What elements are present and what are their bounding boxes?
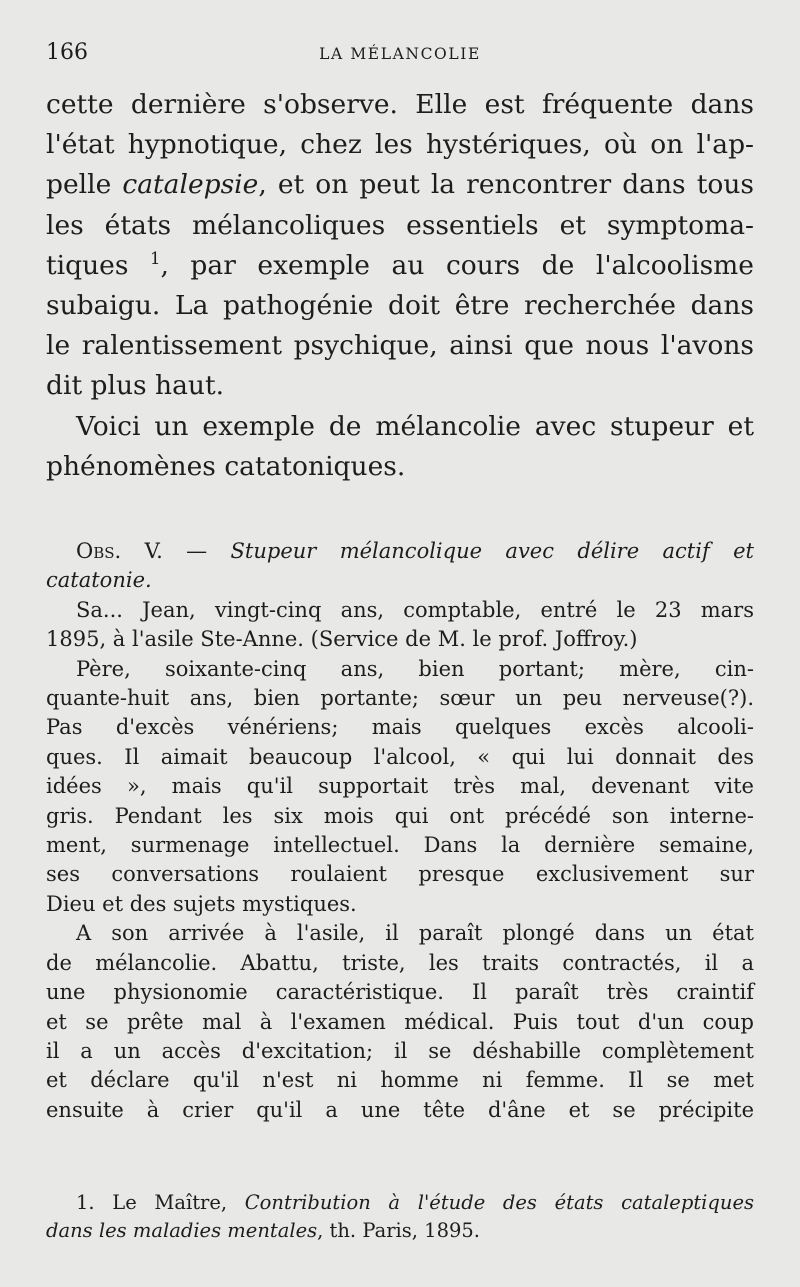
text-line: le ralentissement psychique, ainsi que nous l'avons <box>46 330 754 362</box>
observation-paragraph-1 <box>46 596 754 655</box>
text-line: 1895, à l'asile Ste-Anne. (Service de M. le prof. Joffroy.) <box>46 627 638 652</box>
text-line: Pas d'excès vénériens; mais quelques excès alcooli- <box>46 715 754 740</box>
page-header <box>46 40 754 80</box>
text-line: Voici un exemple de mélancolie avec stupeur et <box>76 410 754 442</box>
text-line: Sa... Jean, vingt-cinq ans, comptable, entré le 23 mars <box>76 597 754 622</box>
text-line: idées », mais qu'il supportait très mal, devenant vite <box>46 774 754 799</box>
text-line: et se prête mal à l'examen médical. Puis tout d'un coup <box>46 1009 754 1034</box>
text-run: , par exemple au cours de l'alcoolisme <box>160 249 754 281</box>
text-run: pelle <box>46 169 123 201</box>
observation-paragraph-3 <box>46 919 754 1125</box>
footnote-title: Contribution à l'étude des états cataleptiques <box>244 1191 754 1214</box>
footnote <box>46 1189 754 1245</box>
footnote-text: , th. Paris, 1895. <box>317 1219 480 1242</box>
main-text <box>46 85 754 487</box>
running-head: LA MÉLANCOLIE <box>319 45 481 63</box>
text-line: l'état hypnotique, chez les hystériques, où on l'ap- <box>46 129 754 161</box>
text-line: subaigu. La pathogénie doit être recherchée dans <box>46 290 754 322</box>
text-line: dit plus haut. <box>46 370 225 402</box>
text-line <box>46 566 754 595</box>
page-number: 166 <box>46 40 88 65</box>
footnote-text: 1. Le Maître, <box>76 1191 245 1214</box>
observation-section <box>46 537 754 1125</box>
text-line: et déclare qu'il n'est ni homme ni femme. Il se met <box>46 1068 754 1093</box>
text-line <box>46 246 754 286</box>
text-line: ensuite à crier qu'il a une tête d'âne et se précipite <box>46 1097 754 1122</box>
observation-paragraph-2 <box>46 655 754 920</box>
text-run: , et on peut la rencontrer dans tous <box>258 169 755 201</box>
text-line: ses conversations roulaient presque exclusivement sur <box>46 862 754 887</box>
text-run: tiques <box>46 249 150 281</box>
em-dash: — <box>162 539 231 563</box>
text-line: il a un accès d'excitation; il se déshabille complètement <box>46 1038 754 1063</box>
text-line: ques. Il aimait beaucoup l'alcool, « qui lui donnait des <box>46 744 754 769</box>
text-line: Père, soixante-cinq ans, bien portant; mère, cin- <box>76 656 754 681</box>
observation-heading <box>46 537 754 596</box>
observation-label: Obs. V. <box>76 539 163 563</box>
text-line: ment, surmenage intellectuel. Dans la dernière semaine, <box>46 833 754 858</box>
text-line <box>46 165 754 205</box>
text-line: phénomènes catatoniques. <box>46 450 406 482</box>
observation-title-cont: catatonie. <box>46 568 152 593</box>
text-line: A son arrivée à l'asile, il paraît plongé dans un état <box>76 921 754 946</box>
emphasis-catalepsie: catalepsie <box>122 169 259 201</box>
observation-title: Stupeur mélancolique avec délire actif et <box>230 539 754 563</box>
text-line: gris. Pendant les six mois qui ont précédé son interne- <box>46 803 754 828</box>
paragraph-2 <box>46 407 754 487</box>
text-line: quante-huit ans, bien portante; sœur un peu nerveuse(?). <box>46 686 754 711</box>
text-line: Dieu et des sujets mystiques. <box>46 891 357 916</box>
text-line <box>46 1219 480 1242</box>
text-line: de mélancolie. Abattu, triste, les traits contractés, il a <box>46 950 754 975</box>
text-line <box>46 537 754 566</box>
text-line: une physionomie caractéristique. Il paraît très craintif <box>46 980 754 1005</box>
footnote-marker: 1 <box>150 248 161 268</box>
text-line <box>46 1189 754 1217</box>
text-line: cette dernière s'observe. Elle est fréquente dans <box>46 89 754 120</box>
paragraph-1 <box>46 85 754 407</box>
text-line: les états mélancoliques essentiels et symptoma- <box>46 209 754 241</box>
footnote-title-cont: dans les maladies mentales <box>46 1219 318 1242</box>
